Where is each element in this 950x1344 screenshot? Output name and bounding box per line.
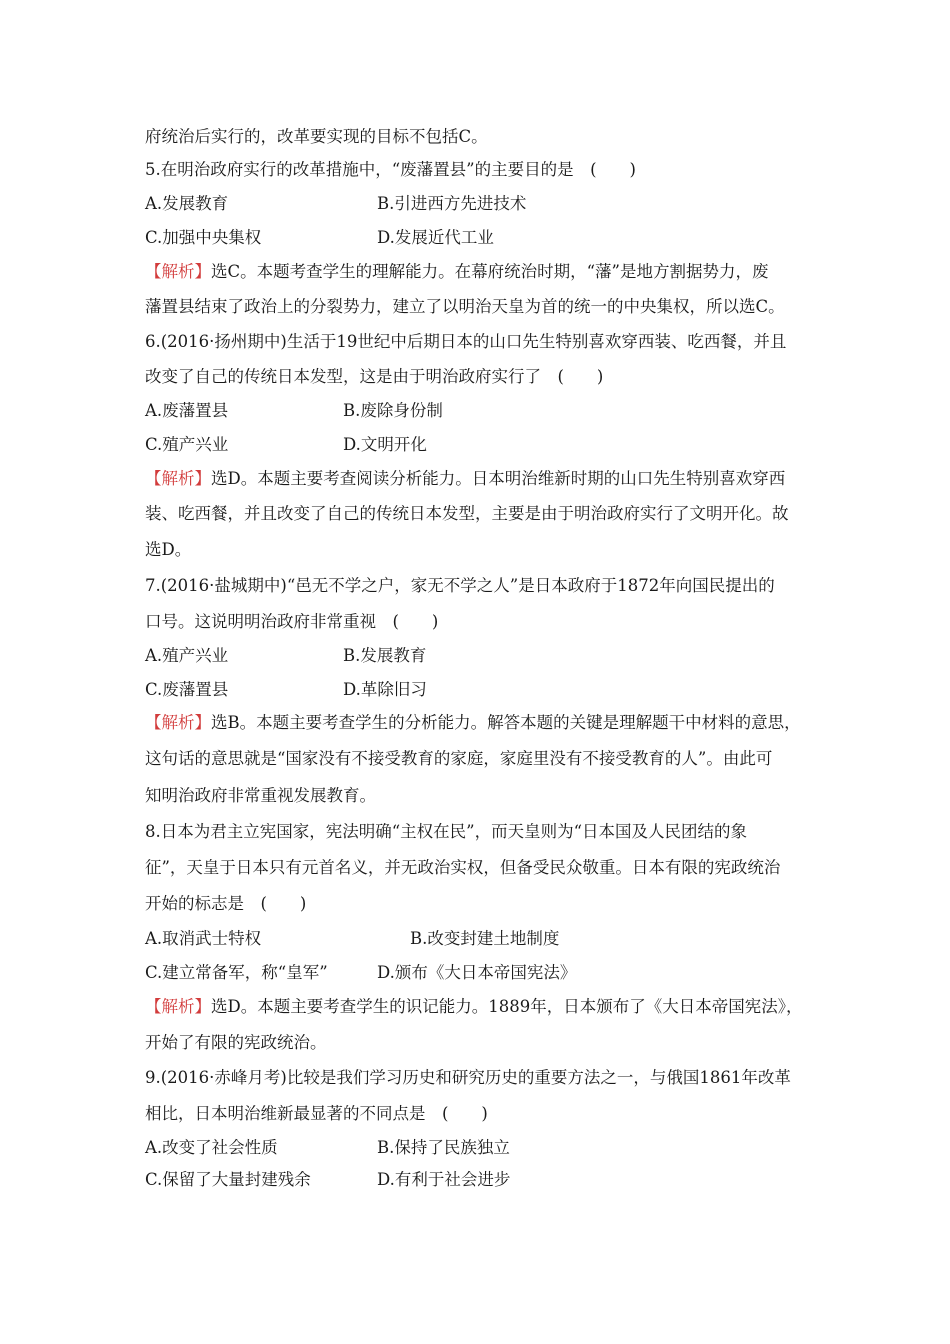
q8-option-b: B.改变封建土地制度 [410, 929, 560, 948]
q5-explanation-text-1: 选C。本题考查学生的理解能力。在幕府统治时期，“藩”是地方割据势力，废 [211, 262, 769, 281]
q6-explanation-text-1: 选D。本题主要考查阅读分析能力。日本明治维新时期的山口先生特别喜欢穿西 [211, 469, 786, 488]
q6-explanation-text-2: 装、吃西餐，并且改变了自己的传统日本发型，主要是由于明治政府实行了文明开化。故 [145, 504, 789, 523]
q5-explanation [145, 261, 769, 283]
q7-explanation [145, 712, 801, 734]
q5-explanation-text-2: 藩置县结束了政治上的分裂势力，建立了以明治天皇为首的统一的中央集权，所以选C。 [145, 297, 785, 316]
q5-option-b: B.引进西方先进技术 [377, 194, 527, 213]
q8-explanation-text-2: 开始了有限的宪政统治。 [145, 1033, 327, 1052]
q8-explanation [145, 996, 802, 1018]
q6-stem-2: 改变了自己的传统日本发型，这是由于明治政府实行了 ( ) [145, 367, 604, 386]
analysis-tag: 【解析】 [145, 262, 211, 281]
q9-option-c: C.保留了大量封建残余 [145, 1170, 311, 1189]
q5-option-c: C.加强中央集权 [145, 228, 262, 247]
q9-option-a: A.改变了社会性质 [145, 1138, 278, 1157]
q8-option-d: D.颁布《大日本帝国宪法》 [377, 963, 577, 982]
q5-option-a: A.发展教育 [145, 194, 229, 213]
q9-option-d: D.有利于社会进步 [377, 1170, 511, 1189]
q5-option-d: D.发展近代工业 [377, 228, 494, 247]
q9-stem-2: 相比，日本明治维新最显著的不同点是 ( ) [145, 1104, 488, 1123]
analysis-tag: 【解析】 [145, 997, 211, 1016]
analysis-tag: 【解析】 [145, 469, 211, 488]
q9-option-b: B.保持了民族独立 [377, 1138, 510, 1157]
q7-explanation-text-3: 知明治政府非常重视发展教育。 [145, 786, 376, 805]
q7-option-a: A.殖产兴业 [145, 646, 229, 665]
q6-explanation-text-3: 选D。 [145, 540, 192, 559]
q6-option-d: D.文明开化 [343, 435, 427, 454]
q8-option-a: A.取消武士特权 [145, 929, 262, 948]
q9-stem-1: 9.(2016·赤峰月考)比较是我们学习历史和研究历史的重要方法之一，与俄国1861年改革 [145, 1068, 791, 1087]
analysis-tag: 【解析】 [145, 713, 211, 732]
q6-option-a: A.废藩置县 [145, 401, 229, 420]
q7-explanation-text-2: 这句话的意思就是“国家没有不接受教育的家庭，家庭里没有不接受教育的人”。由此可 [145, 749, 773, 768]
q8-explanation-text-1: 选D。本题主要考查学生的识记能力。1889年，日本颁布了《大日本帝国宪法》， [211, 997, 803, 1016]
q6-explanation [145, 468, 785, 490]
q7-option-b: B.发展教育 [343, 646, 427, 665]
q5-stem: 5.在明治政府实行的改革措施中，“废藩置县”的主要目的是 ( ) [145, 160, 636, 179]
q7-explanation-text-1: 选B。本题主要考查学生的分析能力。解答本题的关键是理解题干中材料的意思， [211, 713, 801, 732]
q6-option-c: C.殖产兴业 [145, 435, 229, 454]
intro-line: 府统治后实行的，改革要实现的目标不包括C。 [145, 127, 488, 146]
q8-stem-2: 征”，天皇于日本只有元首名义，并无政治实权，但备受民众敬重。日本有限的宪政统治 [145, 858, 781, 877]
q7-stem-2: 口号。这说明明治政府非常重视 ( ) [145, 612, 439, 631]
q8-stem-1: 8.日本为君主立宪国家，宪法明确“主权在民”，而天皇则为“日本国及人民团结的象 [145, 822, 748, 841]
q7-option-c: C.废藩置县 [145, 680, 229, 699]
q8-option-c: C.建立常备军，称“皇军” [145, 963, 328, 982]
q7-stem-1: 7.(2016·盐城期中)“邑无不学之户，家无不学之人”是日本政府于1872年向国民提出的 [145, 576, 775, 595]
q6-option-b: B.废除身份制 [343, 401, 443, 420]
q6-stem-1: 6.(2016·扬州期中)生活于19世纪中后期日本的山口先生特别喜欢穿西装、吃西餐，并且 [145, 332, 787, 351]
q7-option-d: D.革除旧习 [343, 680, 427, 699]
q8-stem-3: 开始的标志是 ( ) [145, 894, 307, 913]
